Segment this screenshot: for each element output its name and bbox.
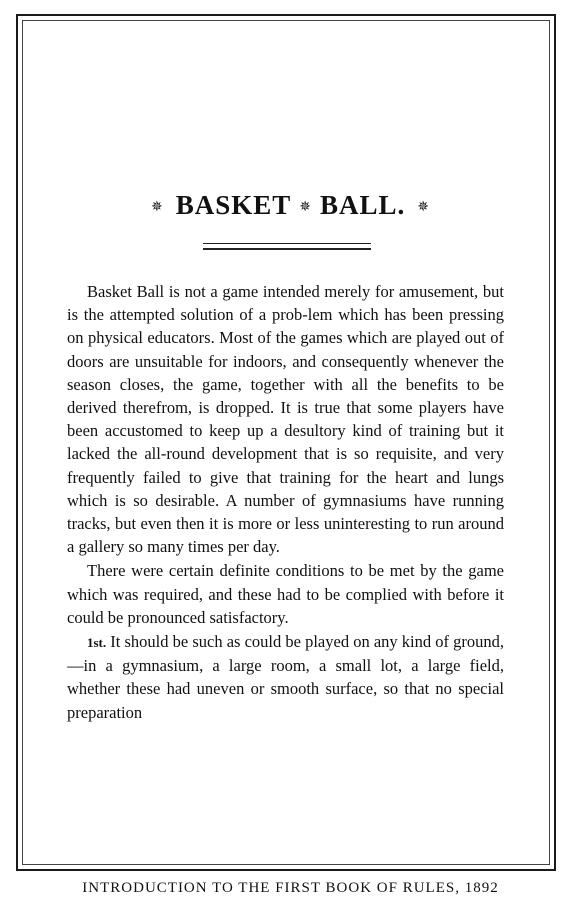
paragraph-item-1 (67, 630, 504, 724)
paragraph-intro: Basket Ball is not a game intended merely for amusement, but is the attempted solution of a prob-lem which has been pressing on physical educators. Most of the games which are played out of doors are unsuitable for indoors, and consequently whenever the season closes, the game, together with all the benefits to be derived therefrom, is dropped. It is true that some players have been accustomed to keep up a desultory kind of training but it lacked the all-round development that is so requisite, and very frequently failed to give that training for the heart and lungs which is so desirable. A number of gymnasiums have running tracks, but even then it is more or less uninteresting to run around a gallery so many times per day. (67, 282, 504, 557)
page-caption: INTRODUCTION TO THE FIRST BOOK OF RULES, 1892 (82, 880, 499, 896)
ornament-right-icon: ✵ (417, 200, 431, 216)
ornament-middle-icon: ✵ (299, 200, 312, 216)
title-rule-thin (203, 243, 371, 244)
title-word-ball: BALL. (320, 190, 406, 220)
body-text (67, 280, 504, 724)
item-number: 1st. (87, 635, 107, 651)
page-title (0, 190, 581, 221)
ornament-left-icon: ✵ (150, 200, 164, 216)
title-rule-thick (203, 248, 371, 250)
title-word-basket: BASKET (175, 190, 292, 220)
item-text: It should be such as could be played on any kind of ground,—in a gymnasium, a large room, a small lot, a large field, whether these had uneven or smooth surface, so that no special preparation (67, 632, 504, 722)
paragraph-conditions: There were certain definite conditions to be met by the game which was required, and these had to be complied with before it could be pronounced satisfactory. (67, 561, 504, 627)
